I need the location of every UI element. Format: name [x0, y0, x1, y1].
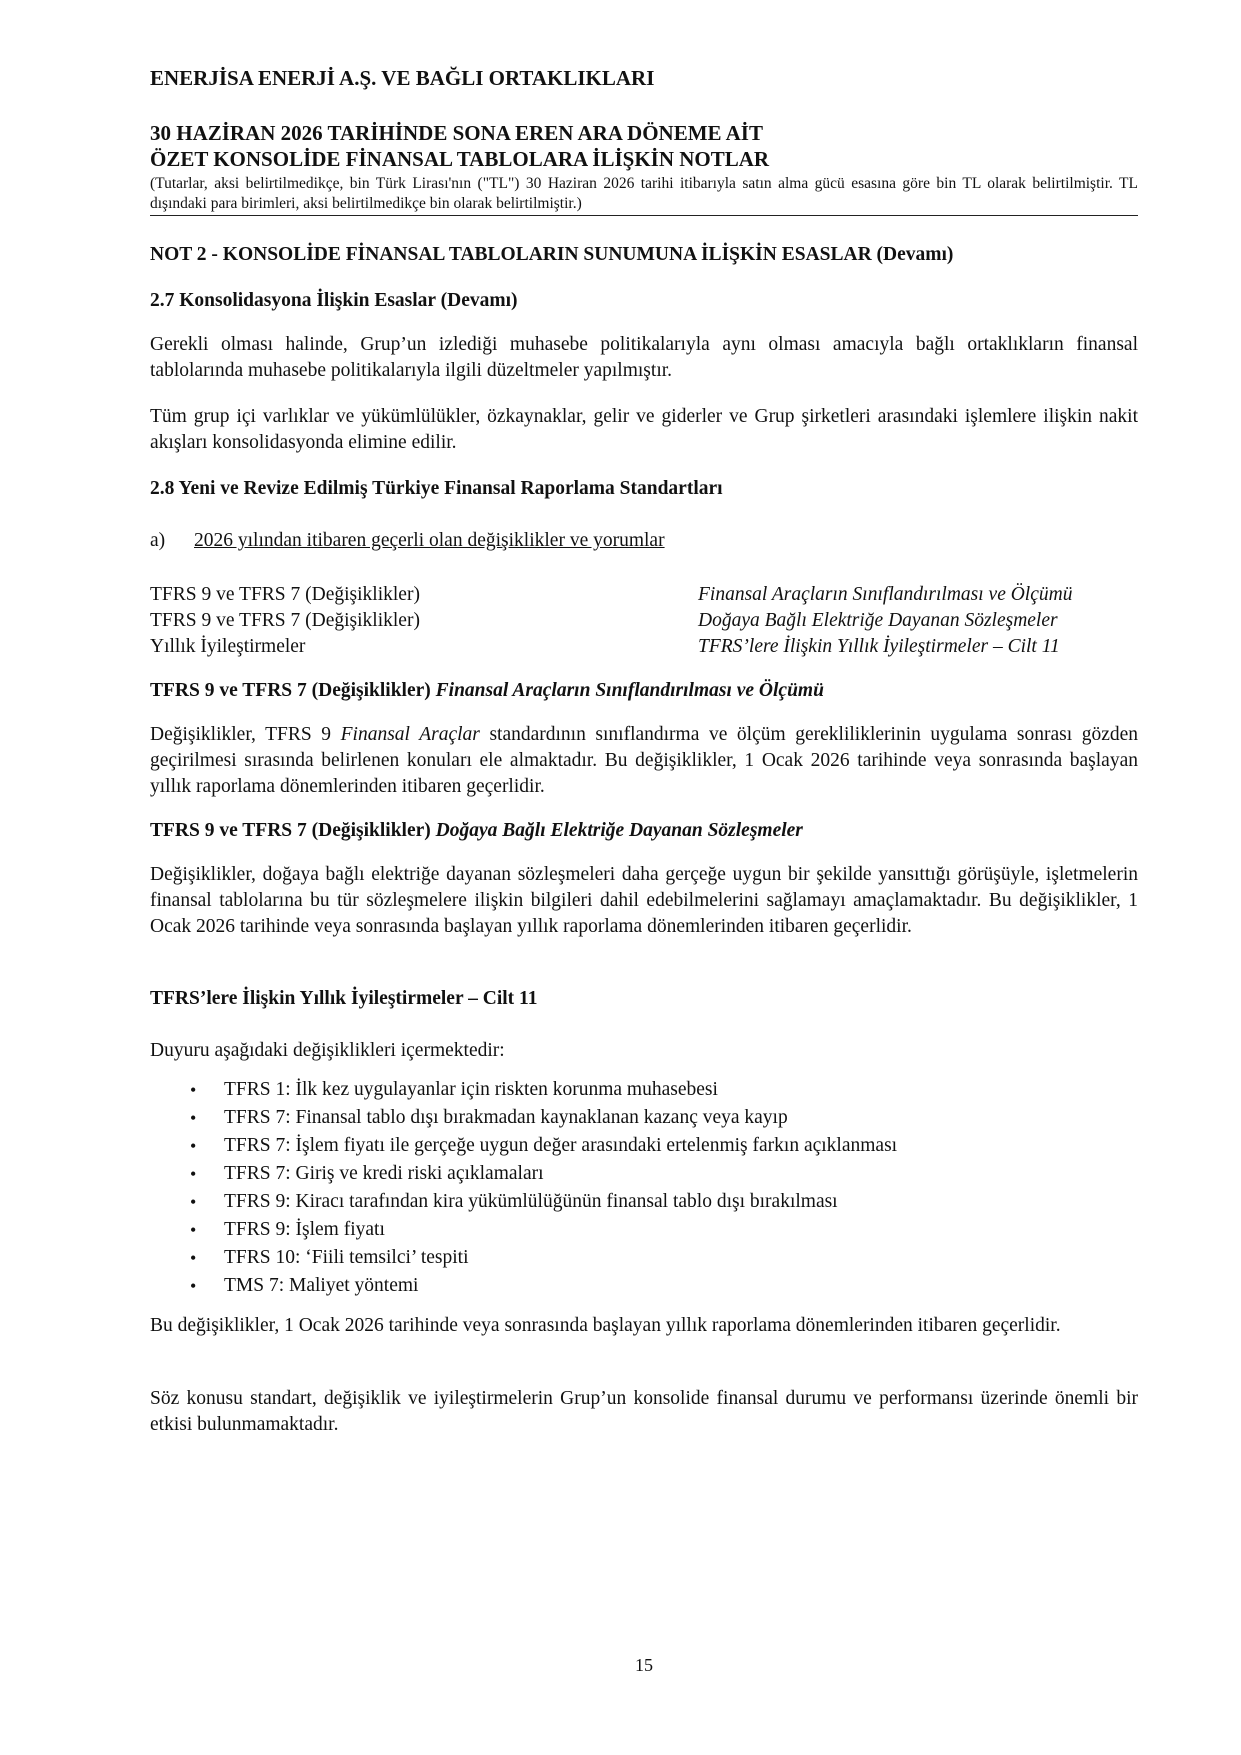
amendment-standard: TFRS 9 ve TFRS 7 (Değişiklikler) — [150, 610, 420, 631]
list-item: • TFRS 7: İşlem fiyatı ile gerçeğe uygun değer arasındaki ertelenmiş farkın açıklanması — [150, 1132, 897, 1160]
header-divider — [150, 215, 1138, 216]
amendment-1-title-standard: TFRS 9 ve TFRS 7 (Değişiklikler) — [150, 680, 431, 701]
improvements-list — [150, 1076, 897, 1300]
company-name: ENERJİSA ENERJİ A.Ş. VE BAĞLI ORTAKLIKLARI — [150, 66, 655, 90]
amendment-row — [150, 634, 1138, 660]
amendment-1-text-rest: standardının sınıflandırma ve ölçüm gerekliliklerinin uygulama sonrası gözden geçirilmesi sırasında belirlenen konuları ele almaktadır. Bu değişiklikler, 1 Ocak 2026 tarihinde veya sonrasında başlayan yıllık raporlama dönemlerinden itibaren geçerlidir. — [150, 724, 1139, 797]
amendment-1-text — [150, 722, 1138, 800]
amendments-table — [150, 582, 1138, 660]
subsection-title: 2026 yılından itibaren geçerli olan değişiklikler ve yorumlar — [194, 530, 665, 551]
header-note: (Tutarlar, aksi belirtilmedikçe, bin Türk Lirası'nın ("TL") 30 Haziran 2026 tarihi itibarıyla satın alma gücü esasına göre bin TL olarak belirtilmiştir. TL dışındaki para birimleri, aksi belirtilmedikçe bin olarak belirtilmiştir.) — [150, 175, 1138, 212]
amendment-1-title — [150, 680, 824, 702]
amendment-row — [150, 582, 1138, 608]
amendment-2-title-topic: Doğaya Bağlı Elektriğe Dayanan Sözleşmeler — [435, 820, 803, 841]
list-item: • TFRS 7: Finansal tablo dışı bırakmadan kaynaklanan kazanç veya kayıp — [150, 1104, 897, 1132]
subsection-letter: a) — [150, 530, 166, 551]
list-item: • TFRS 9: İşlem fiyatı — [150, 1216, 897, 1244]
list-item: • TFRS 9: Kiracı tarafından kira yükümlülüğünün finansal tablo dışı bırakılması — [150, 1188, 897, 1216]
amendment-1-text-start: Değişiklikler, TFRS 9 — [150, 724, 332, 745]
amendment-2-text: Değişiklikler, doğaya bağlı elektriğe dayanan sözleşmeleri daha gerçeğe uygun bir şekilde yansıttığı görüşüyle, işletmelerin finansal tablolarına bu tür sözleşmelere ilişkin bilgileri dahil edebilmelerini sağlamayı amaçlamaktadır. Bu değişiklikler, 1 Ocak 2026 tarihinde veya sonrasında başlayan yıllık raporlama dönemlerinden itibaren geçerlidir. — [150, 864, 1138, 937]
period-line-1: 30 HAZİRAN 2026 TARİHİNDE SONA EREN ARA DÖNEME AİT — [150, 121, 763, 145]
report-period-title — [150, 120, 769, 172]
amendment-2-title — [150, 820, 803, 842]
amendment-topic: Doğaya Bağlı Elektriğe Dayanan Sözleşmeler — [698, 610, 1058, 631]
amendment-standard: TFRS 9 ve TFRS 7 (Değişiklikler) — [150, 584, 420, 605]
amendment-topic: Finansal Araçların Sınıflandırılması ve Ölçümü — [698, 584, 1073, 605]
list-item: • TFRS 10: ‘Fiili temsilci’ tespiti — [150, 1244, 897, 1272]
amendment-1-text-standard-name: Finansal Araçlar — [340, 724, 480, 745]
period-line-2: ÖZET KONSOLİDE FİNANSAL TABLOLARA İLİŞKİN NOTLAR — [150, 147, 770, 171]
amendment-2-title-standard: TFRS 9 ve TFRS 7 (Değişiklikler) — [150, 820, 431, 841]
effective-date-paragraph: Bu değişiklikler, 1 Ocak 2026 tarihinde veya sonrasında başlayan yıllık raporlama dönemlerinden itibaren geçerlidir. — [150, 1315, 1061, 1336]
amendment-topic: TFRS’lere İlişkin Yıllık İyileştirmeler – Cilt 11 — [698, 636, 1060, 657]
amendment-standard: Yıllık İyileştirmeler — [150, 636, 306, 657]
subsection-a — [150, 530, 665, 552]
amendment-1-title-topic: Finansal Araçların Sınıflandırılması ve Ölçümü — [435, 680, 824, 701]
page-number: 15 — [635, 1655, 653, 1675]
section-2-7-para-2: Tüm grup içi varlıklar ve yükümlülükler, özkaynaklar, gelir ve giderler ve Grup şirketleri arasındaki işlemlere ilişkin nakit akışları konsolidasyonda elimine edilir. — [150, 406, 1138, 453]
conclusion-paragraph: Söz konusu standart, değişiklik ve iyileştirmelerin Grup’un konsolide finansal durumu ve performansı üzerinde önemli bir etkisi bulunmamaktadır. — [150, 1388, 1138, 1435]
amendment-3-title: TFRS’lere İlişkin Yıllık İyileştirmeler – Cilt 11 — [150, 988, 538, 1009]
section-2-7-para-1: Gerekli olması halinde, Grup’un izlediği muhasebe politikalarıyla aynı olması amacıyla bağlı ortaklıkların finansal tablolarında muhasebe politikalarıyla ilgili düzeltmeler yapılmıştır. — [150, 334, 1138, 381]
list-item: • TFRS 1: İlk kez uygulayanlar için riskten korunma muhasebesi — [150, 1076, 897, 1104]
section-2-7-title: 2.7 Konsolidasyona İlişkin Esaslar (Devamı) — [150, 290, 518, 311]
note-title: NOT 2 - KONSOLİDE FİNANSAL TABLOLARIN SUNUMUNA İLİŞKİN ESASLAR (Devamı) — [150, 244, 954, 265]
list-item: • TMS 7: Maliyet yöntemi — [150, 1272, 897, 1300]
amendment-3-intro: Duyuru aşağıdaki değişiklikleri içermektedir: — [150, 1040, 505, 1061]
list-item: • TFRS 7: Giriş ve kredi riski açıklamaları — [150, 1160, 897, 1188]
section-2-8-title: 2.8 Yeni ve Revize Edilmiş Türkiye Finansal Raporlama Standartları — [150, 478, 723, 499]
amendment-row — [150, 608, 1138, 634]
